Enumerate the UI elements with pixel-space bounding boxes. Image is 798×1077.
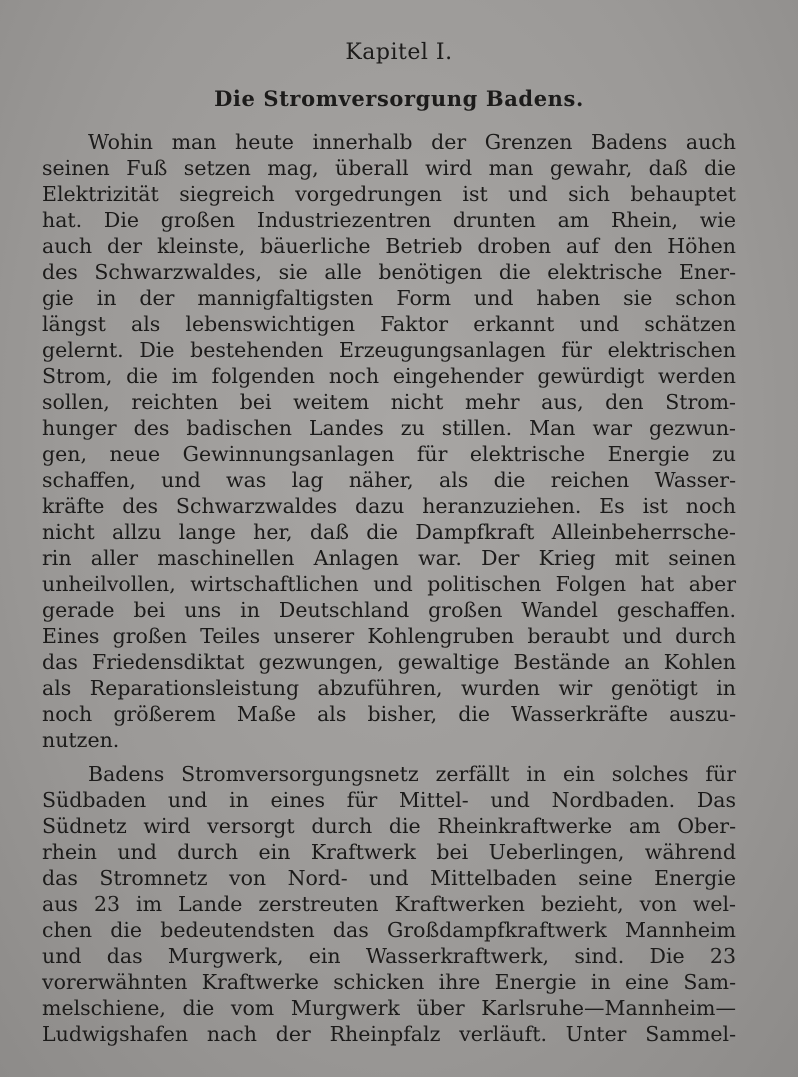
- text-line: und das Murgwerk, ein Wasserkraftwerk, sind. Die 23: [42, 944, 736, 968]
- text-line: des Schwarzwaldes, sie alle benötigen die elektrische Ener-: [42, 260, 736, 284]
- text-line: kräfte des Schwarzwaldes dazu heranzuziehen. Es ist noch: [42, 494, 736, 518]
- chapter-heading: Kapitel I.: [345, 40, 453, 65]
- chapter-title: Die Stromversorgung Badens.: [214, 86, 584, 111]
- text-line: vorerwähnten Kraftwerke schicken ihre Energie in eine Sam-: [42, 970, 736, 994]
- text-line: chen die bedeutendsten das Großdampfkraftwerk Mannheim: [42, 918, 736, 942]
- text-line: gen, neue Gewinnungsanlagen für elektrische Energie zu: [42, 442, 736, 466]
- text-line: Eines großen Teiles unserer Kohlengruben beraubt und durch: [42, 624, 736, 648]
- paragraph-1: [42, 129, 736, 753]
- text-line: gerade bei uns in Deutschland großen Wandel geschaffen.: [42, 598, 736, 622]
- text-line: schaffen, und was lag näher, als die reichen Wasser-: [42, 468, 736, 492]
- text-line: hat. Die großen Industriezentren drunten am Rhein, wie: [42, 208, 736, 232]
- text-line: das Stromnetz von Nord- und Mittelbaden seine Energie: [42, 866, 736, 890]
- body-text: [42, 129, 736, 1047]
- text-line: gie in der mannigfaltigsten Form und haben sie schon: [42, 286, 736, 310]
- text-line: rhein und durch ein Kraftwerk bei Ueberlingen, während: [42, 840, 736, 864]
- text-line: nicht allzu lange her, daß die Dampfkraft Alleinbeherrsche-: [42, 520, 736, 544]
- text-line: noch größerem Maße als bisher, die Wasserkräfte auszu-: [42, 702, 736, 726]
- text-line: auch der kleinste, bäuerliche Betrieb droben auf den Höhen: [42, 234, 736, 258]
- text-line: gelernt. Die bestehenden Erzeugungsanlagen für elektrischen: [42, 338, 736, 362]
- paragraph-2: [42, 761, 736, 1047]
- text-line: sollen, reichten bei weitem nicht mehr aus, den Strom-: [42, 390, 736, 414]
- text-line: als Reparationsleistung abzuführen, wurden wir genötigt in: [42, 676, 736, 700]
- text-line: Elektrizität siegreich vorgedrungen ist und sich behauptet: [42, 182, 736, 206]
- text-line: Badens Stromversorgungsnetz zerfällt in ein solches für: [88, 762, 736, 786]
- text-line: Südbaden und in eines für Mittel- und Nordbaden. Das: [42, 788, 736, 812]
- text-line: melschiene, die vom Murgwerk über Karlsruhe—Mannheim—: [42, 996, 736, 1020]
- text-line: das Friedensdiktat gezwungen, gewaltige Bestände an Kohlen: [42, 650, 736, 674]
- text-line: Südnetz wird versorgt durch die Rheinkraftwerke am Ober-: [42, 814, 736, 838]
- text-line: hunger des badischen Landes zu stillen. Man war gezwun-: [42, 416, 736, 440]
- text-line: Ludwigshafen nach der Rheinpfalz verläuft. Unter Sammel-: [42, 1022, 736, 1046]
- text-line: rin aller maschinellen Anlagen war. Der Krieg mit seinen: [42, 546, 736, 570]
- text-line: längst als lebenswichtigen Faktor erkannt und schätzen: [42, 312, 736, 336]
- text-line: nutzen.: [42, 728, 120, 752]
- text-line: Wohin man heute innerhalb der Grenzen Badens auch: [88, 130, 736, 154]
- text-line: Strom, die im folgenden noch eingehender gewürdigt werden: [42, 364, 736, 388]
- text-line: unheilvollen, wirtschaftlichen und politischen Folgen hat aber: [42, 572, 736, 596]
- text-line: seinen Fuß setzen mag, überall wird man gewahr, daß die: [42, 156, 736, 180]
- text-line: aus 23 im Lande zerstreuten Kraftwerken bezieht, von wel-: [42, 892, 736, 916]
